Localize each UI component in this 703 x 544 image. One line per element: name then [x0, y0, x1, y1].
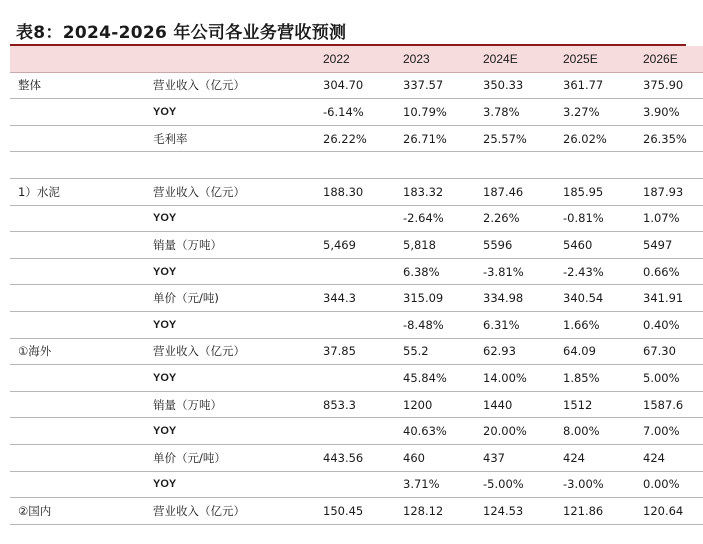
value-cell: 437: [475, 444, 555, 471]
value-cell: 25.57%: [475, 125, 555, 152]
value-cell: [555, 152, 635, 179]
value-cell: 45.84%: [395, 365, 475, 392]
table-row: [10, 72, 703, 99]
value-cell: 0.66%: [635, 258, 703, 285]
value-cell: 3.71%: [395, 471, 475, 498]
value-cell: 3.78%: [475, 99, 555, 126]
segment-cell: [10, 99, 145, 126]
header-cell: 2026E: [635, 46, 703, 72]
metric-cell: YOY: [145, 205, 315, 232]
value-cell: 5,818: [395, 232, 475, 259]
value-cell: 183.32: [395, 178, 475, 205]
value-cell: 350.33: [475, 72, 555, 99]
metric-cell: YOY: [145, 365, 315, 392]
value-cell: 443.56: [315, 444, 395, 471]
metric-cell: 单价（元/吨）: [145, 444, 315, 471]
value-cell: 5.00%: [635, 365, 703, 392]
value-cell: 26.22%: [315, 125, 395, 152]
value-cell: [315, 152, 395, 179]
value-cell: 6.38%: [395, 258, 475, 285]
value-cell: 121.86: [555, 498, 635, 525]
header-cell: [145, 46, 315, 72]
segment-cell: 整体: [10, 72, 145, 99]
value-cell: -8.48%: [395, 311, 475, 338]
value-cell: 340.54: [555, 285, 635, 312]
value-cell: -5.00%: [475, 471, 555, 498]
table-row: [10, 178, 703, 205]
value-cell: 14.00%: [475, 365, 555, 392]
value-cell: 304.70: [315, 72, 395, 99]
value-cell: 150.45: [315, 498, 395, 525]
value-cell: 1440: [475, 391, 555, 418]
value-cell: -2.64%: [395, 205, 475, 232]
table-row: [10, 365, 703, 392]
value-cell: 124.53: [475, 498, 555, 525]
header-cell: 2025E: [555, 46, 635, 72]
segment-cell: [10, 125, 145, 152]
table-row: [10, 498, 703, 525]
value-cell: 424: [635, 444, 703, 471]
value-cell: 0.40%: [635, 311, 703, 338]
value-cell: 341.91: [635, 285, 703, 312]
segment-cell: [10, 205, 145, 232]
header-cell: 2024E: [475, 46, 555, 72]
table-row: [10, 258, 703, 285]
segment-cell: [10, 285, 145, 312]
value-cell: 26.35%: [635, 125, 703, 152]
value-cell: 315.09: [395, 285, 475, 312]
value-cell: 20.00%: [475, 418, 555, 445]
value-cell: 40.63%: [395, 418, 475, 445]
value-cell: [315, 205, 395, 232]
value-cell: 128.12: [395, 498, 475, 525]
table-row: [10, 418, 703, 445]
value-cell: 853.3: [315, 391, 395, 418]
value-cell: 6.31%: [475, 311, 555, 338]
metric-cell: 营业收入（亿元）: [145, 498, 315, 525]
value-cell: [315, 471, 395, 498]
value-cell: 2.26%: [475, 205, 555, 232]
header-cell: 2023: [395, 46, 475, 72]
value-cell: 26.02%: [555, 125, 635, 152]
value-cell: -0.81%: [555, 205, 635, 232]
value-cell: 5497: [635, 232, 703, 259]
table-row: [10, 444, 703, 471]
table-row: [10, 152, 703, 179]
value-cell: [315, 311, 395, 338]
segment-cell: [10, 258, 145, 285]
segment-cell: [10, 232, 145, 259]
metric-cell: 毛利率: [145, 125, 315, 152]
metric-cell: YOY: [145, 258, 315, 285]
value-cell: 424: [555, 444, 635, 471]
table-body: [10, 72, 703, 524]
value-cell: [315, 258, 395, 285]
metric-cell: [145, 152, 315, 179]
value-cell: 344.3: [315, 285, 395, 312]
value-cell: [635, 152, 703, 179]
value-cell: 10.79%: [395, 99, 475, 126]
table-row: [10, 471, 703, 498]
forecast-table: [10, 46, 703, 525]
value-cell: [475, 152, 555, 179]
value-cell: 55.2: [395, 338, 475, 365]
value-cell: 185.95: [555, 178, 635, 205]
header-cell: 2022: [315, 46, 395, 72]
value-cell: 37.85: [315, 338, 395, 365]
value-cell: 1512: [555, 391, 635, 418]
value-cell: 188.30: [315, 178, 395, 205]
value-cell: 187.93: [635, 178, 703, 205]
value-cell: 5,469: [315, 232, 395, 259]
segment-cell: [10, 418, 145, 445]
segment-cell: [10, 365, 145, 392]
segment-cell: [10, 444, 145, 471]
value-cell: 187.46: [475, 178, 555, 205]
table-row: [10, 285, 703, 312]
value-cell: 460: [395, 444, 475, 471]
value-cell: -3.81%: [475, 258, 555, 285]
segment-cell: [10, 391, 145, 418]
value-cell: [315, 418, 395, 445]
value-cell: 26.71%: [395, 125, 475, 152]
metric-cell: YOY: [145, 471, 315, 498]
metric-cell: 单价（元/吨): [145, 285, 315, 312]
value-cell: -2.43%: [555, 258, 635, 285]
value-cell: 64.09: [555, 338, 635, 365]
table-row: [10, 205, 703, 232]
value-cell: -3.00%: [555, 471, 635, 498]
value-cell: 5596: [475, 232, 555, 259]
table-row: [10, 311, 703, 338]
value-cell: 62.93: [475, 338, 555, 365]
value-cell: 1587.6: [635, 391, 703, 418]
value-cell: 334.98: [475, 285, 555, 312]
value-cell: 120.64: [635, 498, 703, 525]
table-row: [10, 391, 703, 418]
value-cell: 361.77: [555, 72, 635, 99]
segment-cell: ②国内: [10, 498, 145, 525]
metric-cell: 营业收入（亿元）: [145, 338, 315, 365]
metric-cell: 销量（万吨）: [145, 391, 315, 418]
value-cell: 1.66%: [555, 311, 635, 338]
value-cell: 1.07%: [635, 205, 703, 232]
value-cell: 3.90%: [635, 99, 703, 126]
value-cell: 1200: [395, 391, 475, 418]
header-row: [10, 46, 703, 72]
metric-cell: YOY: [145, 311, 315, 338]
table-row: [10, 232, 703, 259]
metric-cell: YOY: [145, 99, 315, 126]
segment-cell: ①海外: [10, 338, 145, 365]
segment-cell: [10, 311, 145, 338]
value-cell: [315, 365, 395, 392]
table-title: 表8：2024-2026 年公司各业务营收预测: [16, 23, 347, 43]
table-row: [10, 338, 703, 365]
value-cell: 1.85%: [555, 365, 635, 392]
metric-cell: 营业收入（亿元）: [145, 72, 315, 99]
value-cell: 8.00%: [555, 418, 635, 445]
metric-cell: 营业收入（亿元）: [145, 178, 315, 205]
value-cell: 0.00%: [635, 471, 703, 498]
table-row: [10, 125, 703, 152]
table-row: [10, 99, 703, 126]
value-cell: 375.90: [635, 72, 703, 99]
metric-cell: 销量（万吨）: [145, 232, 315, 259]
segment-cell: [10, 471, 145, 498]
value-cell: 67.30: [635, 338, 703, 365]
value-cell: 7.00%: [635, 418, 703, 445]
segment-cell: 1）水泥: [10, 178, 145, 205]
value-cell: [395, 152, 475, 179]
segment-cell: [10, 152, 145, 179]
value-cell: 3.27%: [555, 99, 635, 126]
header-cell: [10, 46, 145, 72]
metric-cell: YOY: [145, 418, 315, 445]
value-cell: -6.14%: [315, 99, 395, 126]
value-cell: 337.57: [395, 72, 475, 99]
value-cell: 5460: [555, 232, 635, 259]
